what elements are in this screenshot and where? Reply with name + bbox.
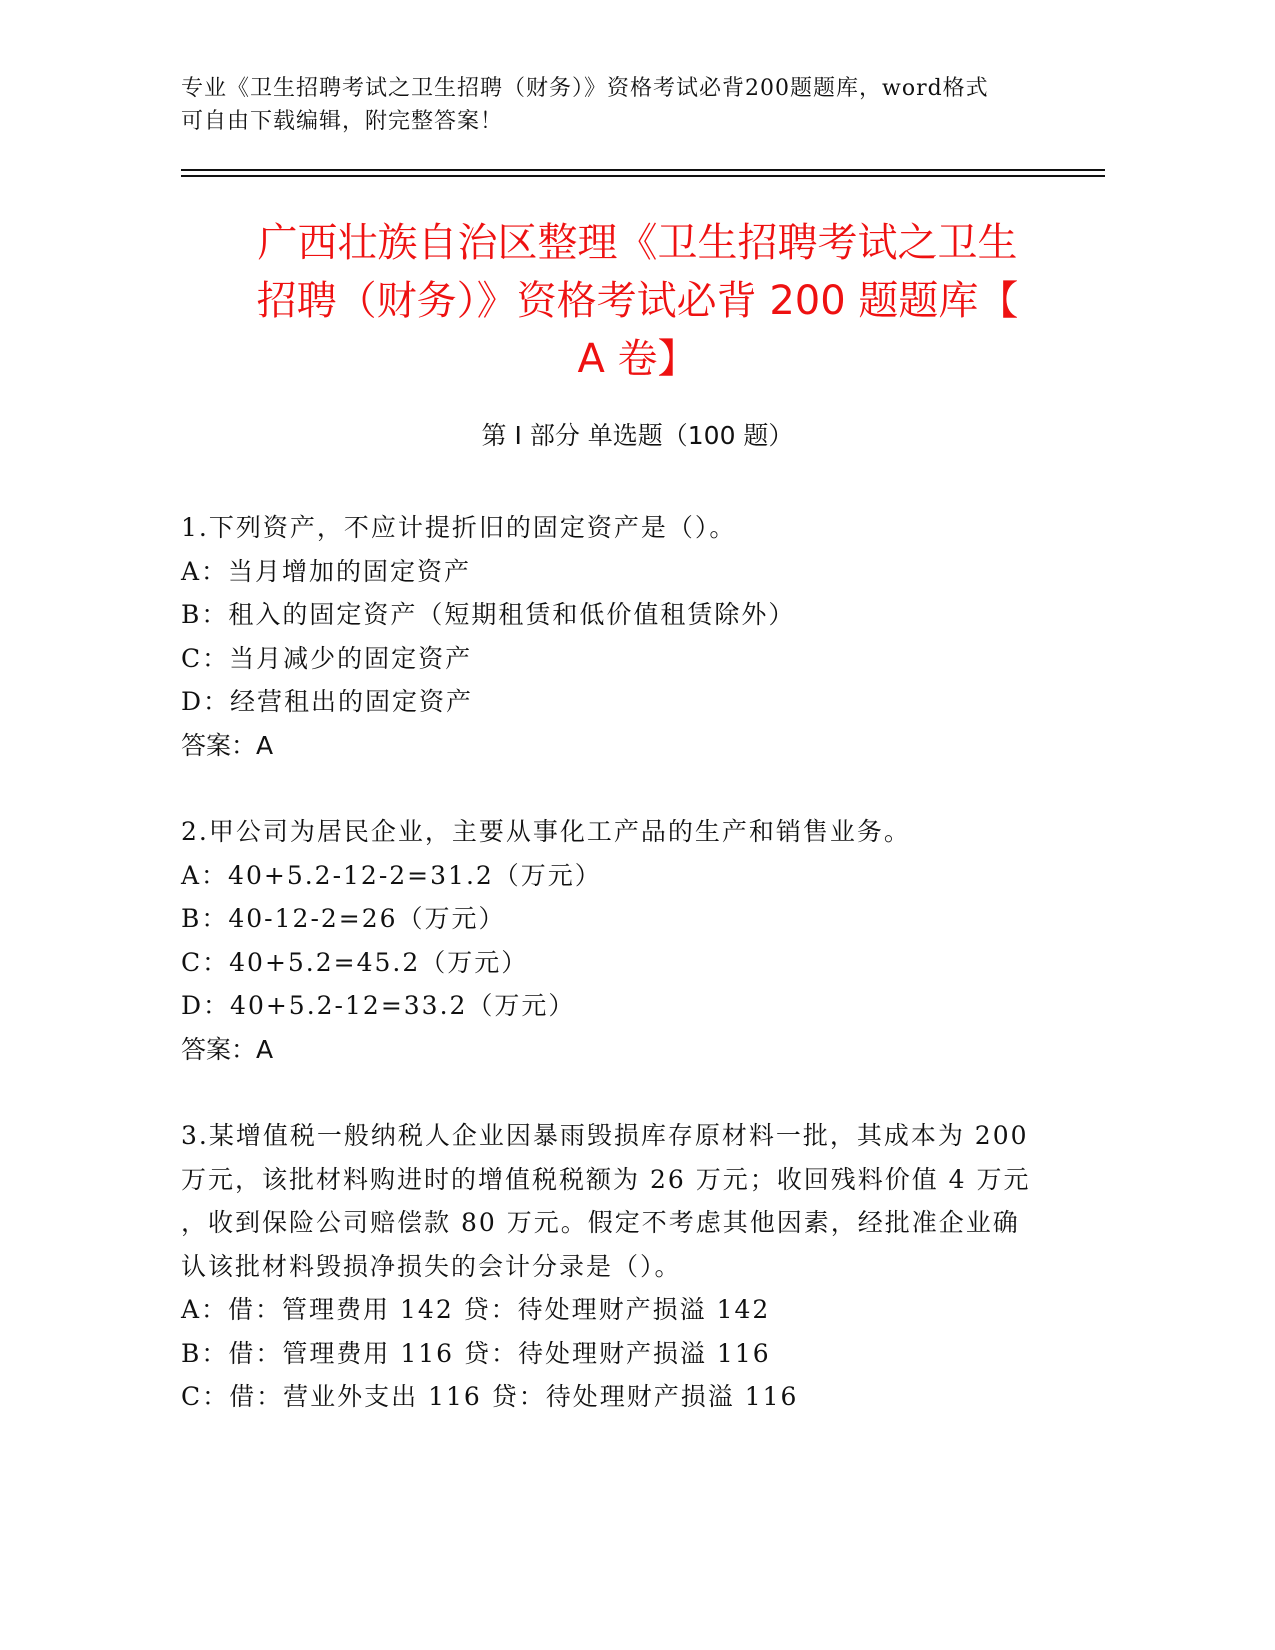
header-note-line-2: 可自由下载编辑，附完整答案！ (181, 109, 504, 134)
question-stem-line-4: 认该批材料毁损净损失的会计分录是（）。 (181, 1251, 682, 1281)
document-title (181, 214, 1094, 388)
section-title: 第 I 部分 单选题（100 题） (481, 421, 794, 450)
document-title-line-2: 招聘（财务）》资格考试必背 200 题题库【 (256, 278, 1019, 324)
option-a: A：40+5.2-12-2=31.2（万元） (181, 860, 602, 890)
question-stem-line-1: 3.某增值税一般纳税人企业因暴雨毁损库存原材料一批，其成本为 200 (181, 1121, 1029, 1150)
option-d: D：经营租出的固定资产 (181, 687, 474, 716)
option-c: C：借：营业外支出 116 贷：待处理财产损溢 116 (181, 1382, 799, 1411)
document-title-line-3: A 卷】 (577, 336, 698, 382)
option-c: C：当月减少的固定资产 (181, 643, 473, 673)
option-b: B：租入的固定资产（短期租赁和低价值租赁除外） (181, 600, 796, 629)
question-2 (181, 810, 1051, 1071)
option-b: B：40-12-2=26（万元） (181, 904, 506, 933)
question-stem: 1.下列资产，不应计提折旧的固定资产是（）。 (181, 513, 737, 542)
question-stem-line-3: ，收到保险公司赔偿款 80 万元。假定不考虑其他因素，经批准企业确 (181, 1208, 1020, 1237)
option-b: B：借：管理费用 116 贷：待处理财产损溢 116 (181, 1338, 771, 1368)
document-title-line-1: 广西壮族自治区整理《卫生招聘考试之卫生 (257, 220, 1018, 266)
header-divider-top (181, 169, 1105, 171)
option-d: D：40+5.2-12=33.2（万元） (181, 991, 576, 1020)
question-list (181, 506, 1051, 1462)
question-3 (181, 1114, 1051, 1419)
question-stem-line-2: 万元，该批材料购进时的增值税税额为 26 万元；收回残料价值 4 万元 (181, 1164, 1031, 1194)
header-divider-bottom (181, 175, 1105, 177)
question-1 (181, 506, 1051, 767)
option-a: A：当月增加的固定资产 (181, 556, 472, 586)
answer: 答案：A (181, 730, 274, 760)
option-a: A：借：管理费用 142 贷：待处理财产损溢 142 (181, 1295, 771, 1324)
question-stem: 2.甲公司为居民企业，主要从事化工产品的生产和销售业务。 (181, 817, 911, 846)
document-header-note (181, 72, 1041, 138)
header-note-line-1: 专业《卫生招聘考试之卫生招聘（财务）》资格考试必背200题题库，word格式 (181, 76, 989, 101)
option-c: C：40+5.2=45.2（万元） (181, 947, 529, 977)
answer: 答案：A (181, 1034, 274, 1064)
